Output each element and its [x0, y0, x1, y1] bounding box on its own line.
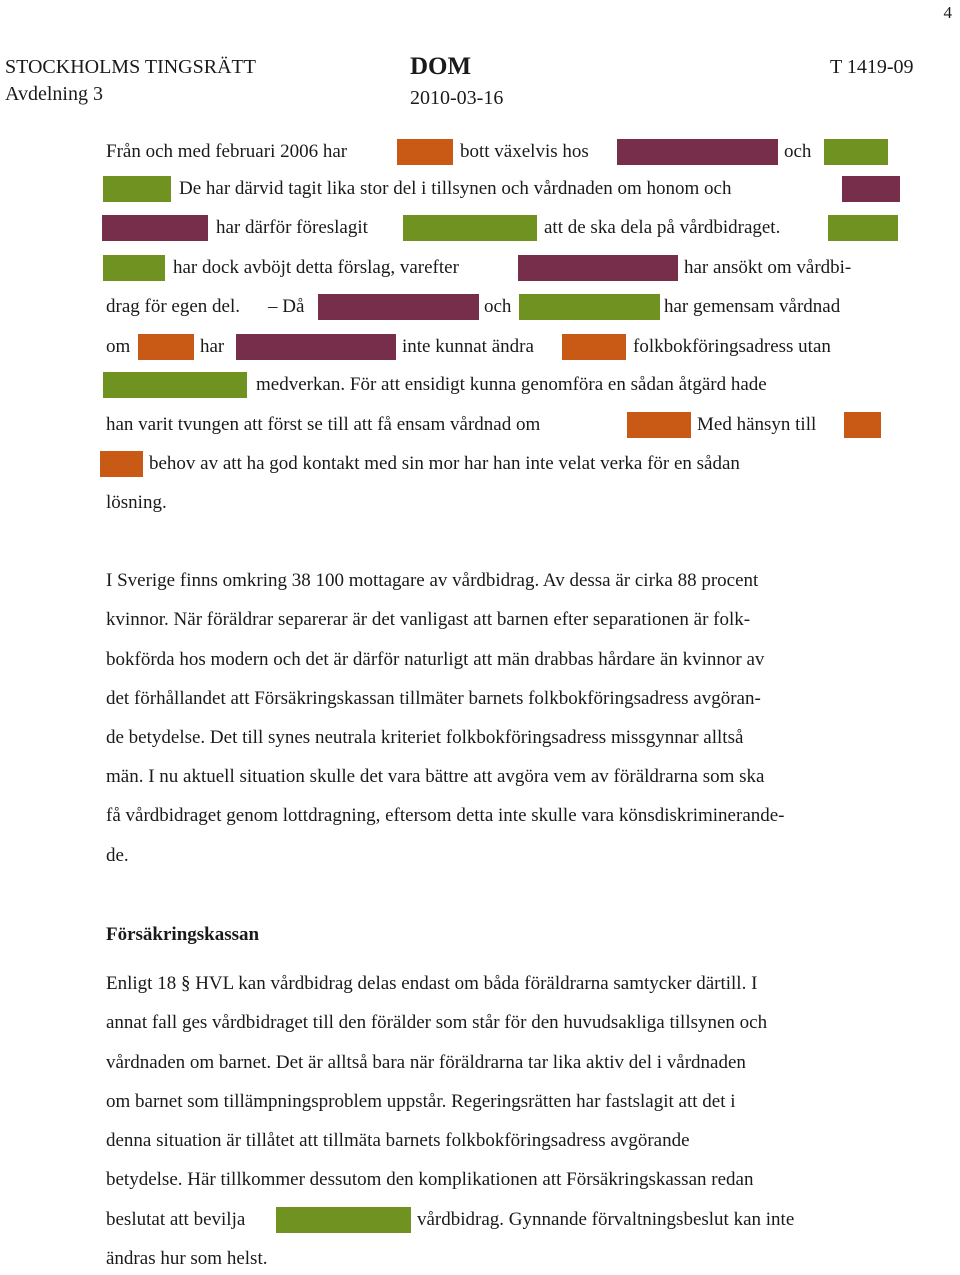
redaction-mother	[103, 372, 247, 398]
redaction-child	[844, 412, 881, 438]
para2-line: män. I nu aktuell situation skulle det vara bättre att avgöra vem av föräldrarna som ska	[106, 766, 765, 787]
para3-line: betydelse. Här tillkommer dessutom den komplikationen att Försäkringskassan redan	[106, 1169, 754, 1190]
redaction-mother	[519, 294, 660, 320]
redaction-child	[562, 334, 626, 360]
para2-line: bokförda hos modern och det är därför naturligt att män drabbas hårdare än kvinnor av	[106, 649, 765, 670]
para2-line: kvinnor. När föräldrar separerar är det vanligast att barnen efter separationen är folk-	[106, 609, 751, 630]
redaction-father	[236, 334, 396, 360]
redaction-father	[842, 176, 900, 202]
para3-line-8: ändras hur som helst.	[106, 1248, 268, 1269]
redaction-mother	[103, 176, 171, 202]
para2-line: det förhållandet att Försäkringskassan tillmäter barnets folkbokföringsadress avgöran-	[106, 688, 761, 709]
redaction-child	[100, 451, 143, 477]
court-name: STOCKHOLMS TINGSRÄTT	[5, 56, 256, 78]
para3-line: vårdnaden om barnet. Det är alltså bara när föräldrarna tar lika aktiv del i vårdnaden	[106, 1052, 746, 1073]
redaction-mother	[403, 215, 537, 241]
page-number: 4	[943, 3, 952, 22]
para3-line: om barnet som tillämpningsproblem uppstår. Regeringsrätten har fastslagit att det i	[106, 1091, 736, 1112]
document-date: 2010-03-16	[410, 87, 504, 109]
redaction-mother	[276, 1207, 411, 1233]
redaction-child	[397, 139, 453, 165]
redaction-father	[518, 255, 678, 281]
para2-line: de.	[106, 845, 129, 866]
para3-line: denna situation är tillåtet att tillmäta barnets folkbokföringsadress avgörande	[106, 1130, 690, 1151]
para2-line: I Sverige finns omkring 38 100 mottagare av vårdbidrag. Av dessa är cirka 88 procent	[106, 570, 759, 591]
department: Avdelning 3	[5, 83, 103, 105]
para3-line: annat fall ges vårdbidraget till den förälder som står för den huvudsakliga tillsynen och	[106, 1012, 768, 1033]
redaction-mother	[824, 139, 888, 165]
para3-line: Enligt 18 § HVL kan vårdbidrag delas endast om båda föräldrarna samtycker därtill. I	[106, 973, 758, 994]
redaction-mother	[103, 255, 165, 281]
redaction-mother	[828, 215, 898, 241]
para2-line: få vårdbidraget genom lottdragning, eftersom detta inte skulle vara könsdiskriminerande-	[106, 805, 785, 826]
section-heading: Försäkringskassan	[106, 924, 260, 945]
redaction-father	[318, 294, 479, 320]
redaction-father	[102, 215, 208, 241]
para2-line: de betydelse. Det till synes neutrala kriteriet folkbokföringsadress missgynnar alltså	[106, 727, 744, 748]
case-number: T 1419-09	[830, 56, 914, 78]
redaction-child	[138, 334, 194, 360]
redaction-father	[617, 139, 778, 165]
redaction-child	[627, 412, 691, 438]
document-type: DOM	[410, 53, 472, 80]
